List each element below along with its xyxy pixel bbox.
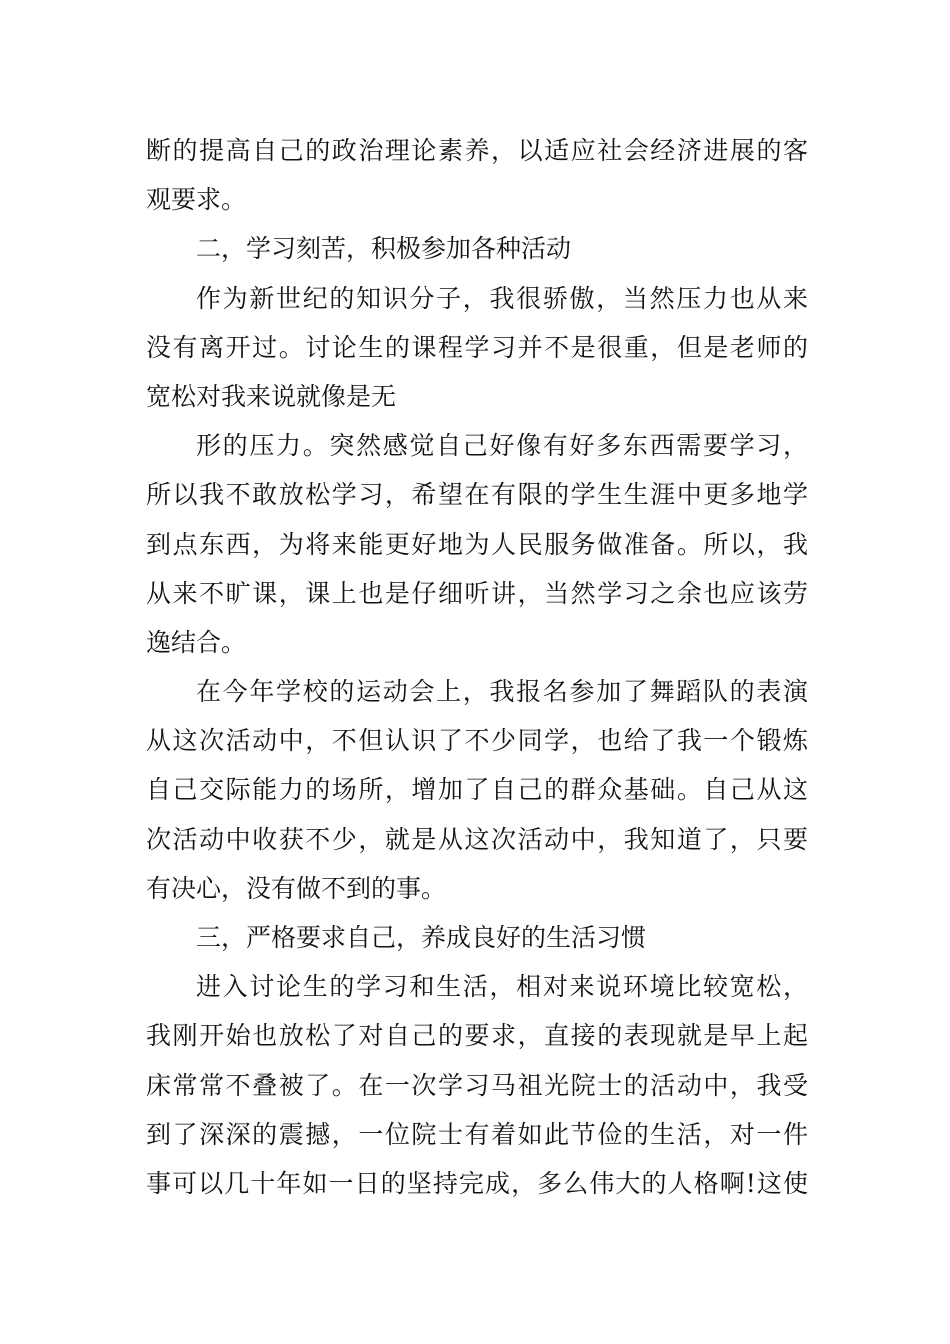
text-line: 从这次活动中，不但认识了不少同学，也给了我一个锻炼 [146,726,808,756]
text-line: 作为新世纪的知识分子，我很骄傲，当然压力也从来 [196,283,808,313]
text-line: 宽松对我来说就像是无 [146,381,397,411]
document-page [146,126,808,1208]
text-line: 到点东西，为将来能更好地为人民服务做准备。所以，我 [146,529,808,559]
text-line: 观要求。 [146,185,247,215]
text-line: 自己交际能力的场所，增加了自己的群众基础。自己从这 [146,775,808,805]
text-line: 没有离开过。讨论生的课程学习并不是很重，但是老师的 [146,332,808,362]
text-line: 有决心，没有做不到的事。 [146,873,447,903]
text-line: 床常常不叠被了。在一次学习马祖光院士的活动中，我受 [146,1070,808,1100]
text-line: 次活动中收获不少，就是从这次活动中，我知道了，只要 [146,824,808,854]
text-line: 我刚开始也放松了对自己的要求，直接的表现就是早上起 [146,1021,808,1051]
text-line: 形的压力。突然感觉自己好像有好多东西需要学习， [196,431,808,461]
text-line: 从来不旷课，课上也是仔细听讲，当然学习之余也应该劳 [146,578,808,608]
text-line: 所以我不敢放松学习，希望在有限的学生生涯中更多地学 [146,480,808,510]
text-line: 事可以几十年如一日的坚持完成，多么伟大的人格啊!这使 [146,1168,808,1198]
text-line: 到了深深的震撼，一位院士有着如此节俭的生活，对一件 [146,1119,808,1149]
text-line: 三，严格要求自己，养成良好的生活习惯 [196,923,647,952]
text-line: 断的提高自己的政治理论素养，以适应社会经济进展的客 [146,136,808,165]
text-line: 在今年学校的运动会上，我报名参加了舞蹈队的表演 [196,677,808,707]
text-line: 逸结合。 [146,627,247,657]
text-line: 进入讨论生的学习和生活，相对来说环境比较宽松， [196,972,808,1002]
text-line: 二，学习刻苦，积极参加各种活动 [196,234,572,264]
